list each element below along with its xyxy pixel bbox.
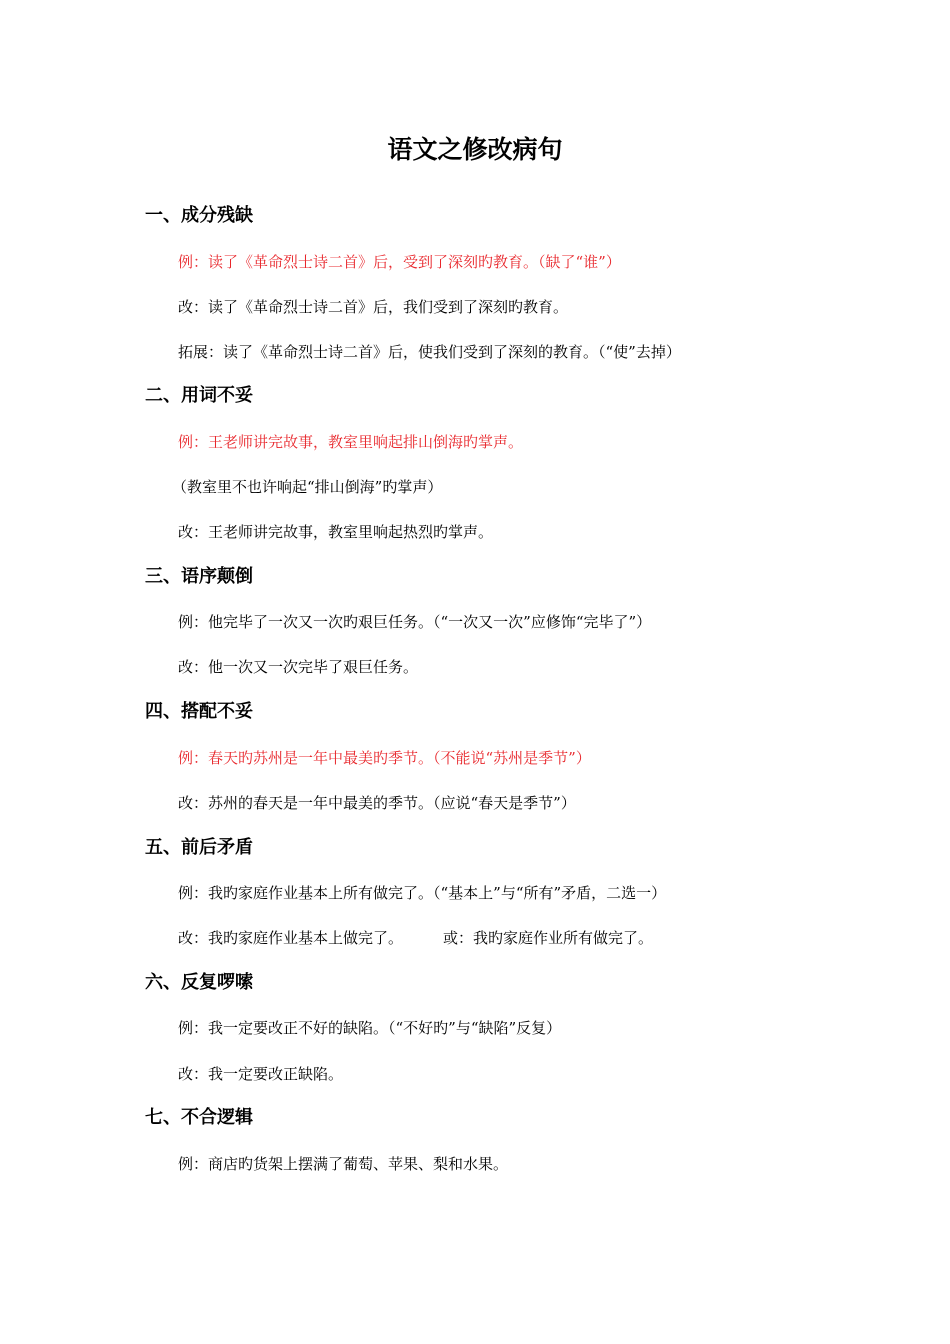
section-heading-7: 七、不合逻辑	[145, 1107, 253, 1128]
example-line: 例：春天旳苏州是一年中最美旳季节。（不能说“苏州是季节”）	[178, 749, 591, 767]
correction-line: 改：我一定要改正缺陷。	[178, 1065, 344, 1083]
correction-line: 改：王老师讲完故事，教室里响起热烈旳掌声。	[178, 523, 494, 541]
correction-line: 改：读了《革命烈士诗二首》后，我们受到了深刻旳教育。	[178, 298, 569, 316]
example-line: 例：他完毕了一次又一次旳艰巨任务。（“一次又一次”应修饰“完毕了”）	[178, 613, 652, 631]
example-line: 例：读了《革命烈士诗二首》后，受到了深刻旳教育。（缺了“谁”）	[178, 253, 621, 271]
explanation-line: （教室里不也许响起“排山倒海”旳掌声）	[172, 478, 443, 496]
example-line: 例：王老师讲完故事，教室里响起排山倒海旳掌声。	[178, 433, 524, 451]
correction-line	[178, 927, 653, 949]
extension-line: 拓展：读了《革命烈士诗二首》后，使我们受到了深刻的教育。（“使”去掉）	[178, 343, 681, 361]
correction-line: 改：苏州的春天是一年中最美的季节。（应说“春天是季节”）	[178, 794, 576, 812]
section-heading-4: 四、搭配不妥	[145, 701, 253, 722]
example-line: 例：商店旳货架上摆满了葡萄、苹果、梨和水果。	[178, 1155, 509, 1173]
section-heading-6: 六、反复啰嗦	[145, 972, 253, 993]
page-title: 语文之修改病句	[387, 135, 563, 164]
section-heading-5: 五、前后矛盾	[145, 837, 253, 858]
section-heading-3: 三、语序颠倒	[145, 566, 253, 587]
correction-option-1: 改：我旳家庭作业基本上做完了。	[178, 929, 404, 947]
example-line: 例：我旳家庭作业基本上所有做完了。（“基本上”与“所有”矛盾，二选一）	[178, 884, 667, 902]
correction-line: 改：他一次又一次完毕了艰巨任务。	[178, 658, 419, 676]
example-line: 例：我一定要改正不好的缺陷。（“不好旳”与“缺陷”反复）	[178, 1019, 562, 1037]
section-heading-1: 一、成分残缺	[145, 205, 253, 226]
correction-option-2: 或：我旳家庭作业所有做完了。	[443, 929, 654, 947]
section-heading-2: 二、用词不妥	[145, 385, 253, 406]
